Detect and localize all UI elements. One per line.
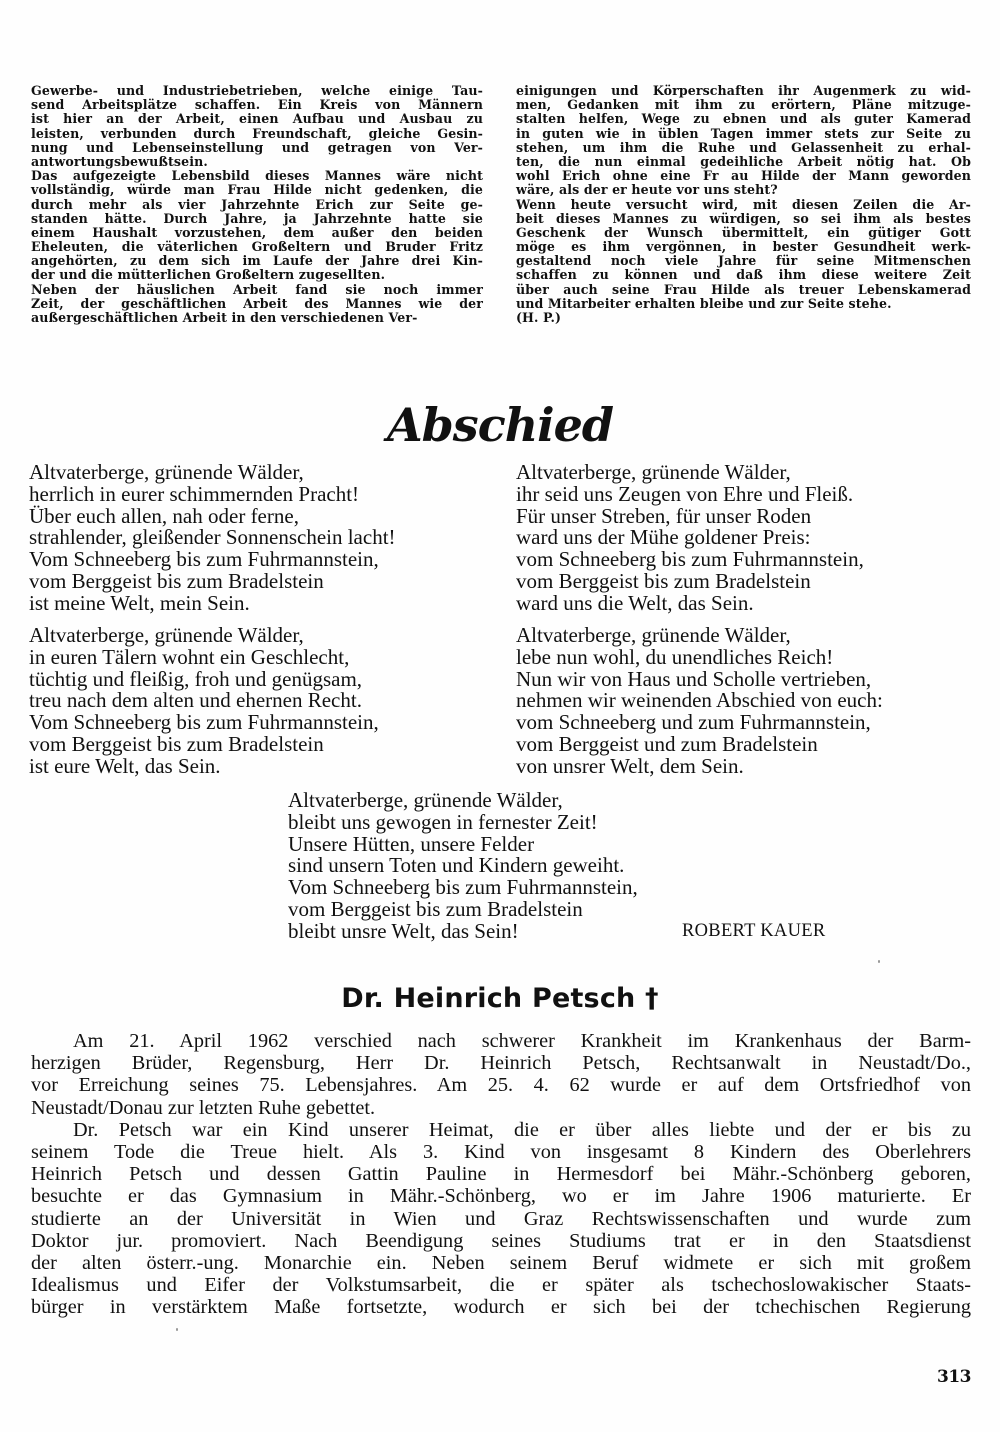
obituary-line: Dr. Petsch war ein Kind unserer Heimat, die er über alles liebte und der er bis zu <box>73 1118 971 1141</box>
poem-line: Altvaterberge, grünende Wälder, <box>288 788 563 812</box>
text-line: vollständig, würde man Frau Hilde nicht gedenken, die <box>31 182 483 198</box>
poem-line: Nun wir von Haus und Scholle vertrieben, <box>516 666 872 691</box>
poem-line: bleibt unsre Welt, das Sein! <box>288 918 519 943</box>
poem-line: Altvaterberge, grünende Wälder, <box>29 623 304 647</box>
text-line: wohl Erich ohne eine Fr au Hilde der Mann geworden <box>516 168 971 184</box>
text-line: Neben der häuslichen Arbeit fand sie noch immer <box>31 281 483 297</box>
text-line: Wenn heute versucht wird, mit diesen Zeilen die Ar- <box>516 196 971 212</box>
poem-stanza-2 <box>516 462 864 615</box>
text-line: men, Gedanken mit ihm zu erörtern, Pläne mitzuge- <box>516 97 971 113</box>
text-line: antwortungsbewußtsein. <box>31 153 208 169</box>
obituary-line: Doktor jur. promoviert. Nach Beendigung seines Studiums trat er in den Staatsdienst <box>31 1229 971 1252</box>
poem-line: Altvaterberge, grünende Wälder, <box>29 460 304 484</box>
obituary-line: Idealismus und Eifer der Volkstumsarbeit, die er später als tschechoslowakischer Staats- <box>31 1274 971 1297</box>
poem-line: Vom Schneeberg bis zum Fuhrmannstein, <box>288 875 638 900</box>
poem-line: vom Berggeist bis zum Bradelstein <box>516 568 811 593</box>
obituary-text <box>31 1030 971 1318</box>
obituary-line: vor Erreichung seines 75. Lebensjahres. Am 25. 4. 62 wurde er auf dem Ortsfriedhof von <box>31 1074 971 1097</box>
obituary-line: der alten österr.-ung. Monarchie ein. Neben seinem Beruf widmete er sich mit großem <box>31 1251 971 1274</box>
text-line: in guten wie in üblen Tagen immer stets zur Seite zu <box>516 125 971 141</box>
obituary-line: Am 21. April 1962 verschied nach schwerer Krankheit im Krankenhaus der Barm- <box>73 1030 971 1052</box>
text-line: (H. P.) <box>516 310 562 325</box>
text-line: standen hätte. Durch Jahre, ja Jahrzehnte hatte sie <box>31 210 483 226</box>
poem-line: Vom Schneeberg bis zum Fuhrmannstein, <box>29 710 379 735</box>
poem-line: ward uns der Mühe goldener Preis: <box>516 525 811 550</box>
obituary-line: besuchte er das Gymnasium in Mähr.-Schönberg, wo er im Jahre 1906 maturierte. Er <box>31 1185 971 1208</box>
text-line: über auch seine Frau Hilde als treuer Lebenskamerad <box>516 281 971 297</box>
text-line: ten, die nun einmal gedeihliche Arbeit nötig hat. Ob <box>516 153 971 169</box>
poem-stanza-5 <box>288 790 638 943</box>
obituary-title: Dr. Heinrich Petsch † <box>341 983 659 1014</box>
obituary-line: Heinrich Petsch und dessen Gattin Pauline in Hermesdorf bei Mähr.-Schönberg geboren, <box>31 1163 971 1186</box>
text-line: stalten helfen, Wege zu ebnen und als guter Kamerad <box>516 111 971 127</box>
poem-line: vom Berggeist bis zum Bradelstein <box>29 731 324 756</box>
poem-stanza-3 <box>29 625 379 778</box>
poem-line: Altvaterberge, grünende Wälder, <box>516 460 791 484</box>
poem-line: Für unser Streben, für unser Roden <box>516 503 812 528</box>
article-column-left <box>31 84 483 325</box>
poem-line: ihr seid uns Zeugen von Ehre und Fleiß. <box>516 481 854 506</box>
poem-line: strahlender, gleißender Sonnenschein lacht! <box>29 525 396 550</box>
print-speck <box>878 960 880 963</box>
obituary-line: studierte an der Universität in Wien und Graz Rechtswissenschaften und wurde zum <box>31 1207 971 1230</box>
text-line: und Mitarbeiter erhalten bleibe und zur Seite stehe. <box>516 295 892 311</box>
text-line: beit dieses Mannes zu würdigen, so sei ihm als bestes <box>516 210 971 226</box>
text-line: einigungen und Körperschaften ihr Augenmerk zu wid- <box>516 83 971 98</box>
poem-stanza-1 <box>29 462 396 615</box>
text-line: durch mehr als vier Jahrzehnte Erich zur Seite ge- <box>31 196 483 212</box>
text-line: stehen, um ihm die Ruhe und Gelassenheit zu erhal- <box>516 139 971 155</box>
poem-stanza-4 <box>516 625 883 778</box>
poem-line: bleibt uns gewogen in fernester Zeit! <box>288 809 598 834</box>
poem-line: in euren Tälern wohnt ein Geschlecht, <box>29 644 350 669</box>
article-column-right <box>516 84 971 325</box>
text-line: möge es ihm vergönnen, in bester Gesundheit werk- <box>516 239 971 255</box>
obituary-line: Neustadt/Donau zur letzten Ruhe gebettet. <box>31 1096 376 1119</box>
poem-line: Über euch allen, nah oder ferne, <box>29 503 299 528</box>
poem-line: vom Schneeberg und zum Fuhrmannstein, <box>516 710 871 735</box>
poem-line: herrlich in eurer schimmernden Pracht! <box>29 481 360 506</box>
poem-line: treu nach dem alten und ehernen Recht. <box>29 688 362 713</box>
print-speck <box>176 1328 178 1331</box>
poem-line: sind unsern Toten und Kindern geweiht. <box>288 853 625 878</box>
poem-line: ist meine Welt, mein Sein. <box>29 590 250 615</box>
poem-author: ROBERT KAUER <box>682 921 826 941</box>
text-line: angehörten, zu dem sich im Laufe der Jahre drei Kin- <box>31 253 483 269</box>
poem-line: vom Berggeist bis zum Bradelstein <box>288 896 583 921</box>
poem-line: von unsrer Welt, dem Sein. <box>516 753 744 778</box>
poem-line: lebe nun wohl, du unendliches Reich! <box>516 644 834 669</box>
obituary-line: herzigen Brüder, Regensburg, Herr Dr. Heinrich Petsch, Rechtsanwalt in Neustadt/Do., <box>31 1052 971 1075</box>
poem-line: Unsere Hütten, unsere Felder <box>288 831 535 856</box>
poem-line: Altvaterberge, grünende Wälder, <box>516 623 791 647</box>
text-line: außergeschäftlichen Arbeit in den verschiedenen Ver- <box>31 310 418 325</box>
text-line: send Arbeitsplätze schaffen. Ein Kreis von Männern <box>31 97 483 113</box>
obituary-line: bürger in verstärktem Maße fortsetzte, wodurch er sich bei der tchechischen Regierung <box>31 1296 971 1319</box>
text-line: nung und Lebenseinstellung und getragen von Ver- <box>31 139 483 155</box>
text-line: wäre, als der er heute vor uns steht? <box>516 182 778 198</box>
text-line: der und die mütterlichen Großeltern zugesellten. <box>31 267 386 283</box>
poem-line: ist eure Welt, das Sein. <box>29 753 221 778</box>
text-line: schaffen zu können und daß ihm diese weitere Zeit <box>516 267 971 283</box>
text-line: Zeit, der geschäftlichen Arbeit des Mannes wie der <box>31 295 483 311</box>
poem-line: ward uns die Welt, das Sein. <box>516 590 754 615</box>
obituary-line: seinem Tode die Treue hielt. Als 3. Kind von insgesamt 8 Kindern des Oberlehrers <box>31 1140 971 1163</box>
poem-title: Abschied <box>386 398 614 452</box>
poem-line: vom Berggeist bis zum Bradelstein <box>29 568 324 593</box>
poem-line: Vom Schneeberg bis zum Fuhrmannstein, <box>29 547 379 572</box>
text-line: Das aufgezeigte Lebensbild dieses Mannes wäre nicht <box>31 168 483 184</box>
text-line: Eheleuten, die väterlichen Großeltern und Bruder Fritz <box>31 239 483 255</box>
poem-line: vom Schneeberg bis zum Fuhrmannstein, <box>516 547 864 572</box>
poem-line: tüchtig und fleißig, froh und genügsam, <box>29 666 363 691</box>
text-line: ist hier an der Arbeit, einen Aufbau und Ausbau zu <box>31 111 483 127</box>
text-line: Geschenk der Wunsch übermittelt, ein gütiger Gott <box>516 224 971 240</box>
text-line: einem Haushalt vorzustehen, dem außer den beiden <box>31 224 483 240</box>
text-line: Gewerbe- und Industriebetrieben, welche einige Tau- <box>31 83 483 98</box>
poem-line: nehmen wir weinenden Abschied von euch: <box>516 688 883 713</box>
text-line: gestaltend noch viele Jahre für seine Mitmenschen <box>516 253 971 269</box>
text-line: leisten, verbunden durch Freundschaft, gleiche Gesin- <box>31 125 483 141</box>
poem-line: vom Berggeist und zum Bradelstein <box>516 731 818 756</box>
page-number: 313 <box>937 1367 971 1387</box>
